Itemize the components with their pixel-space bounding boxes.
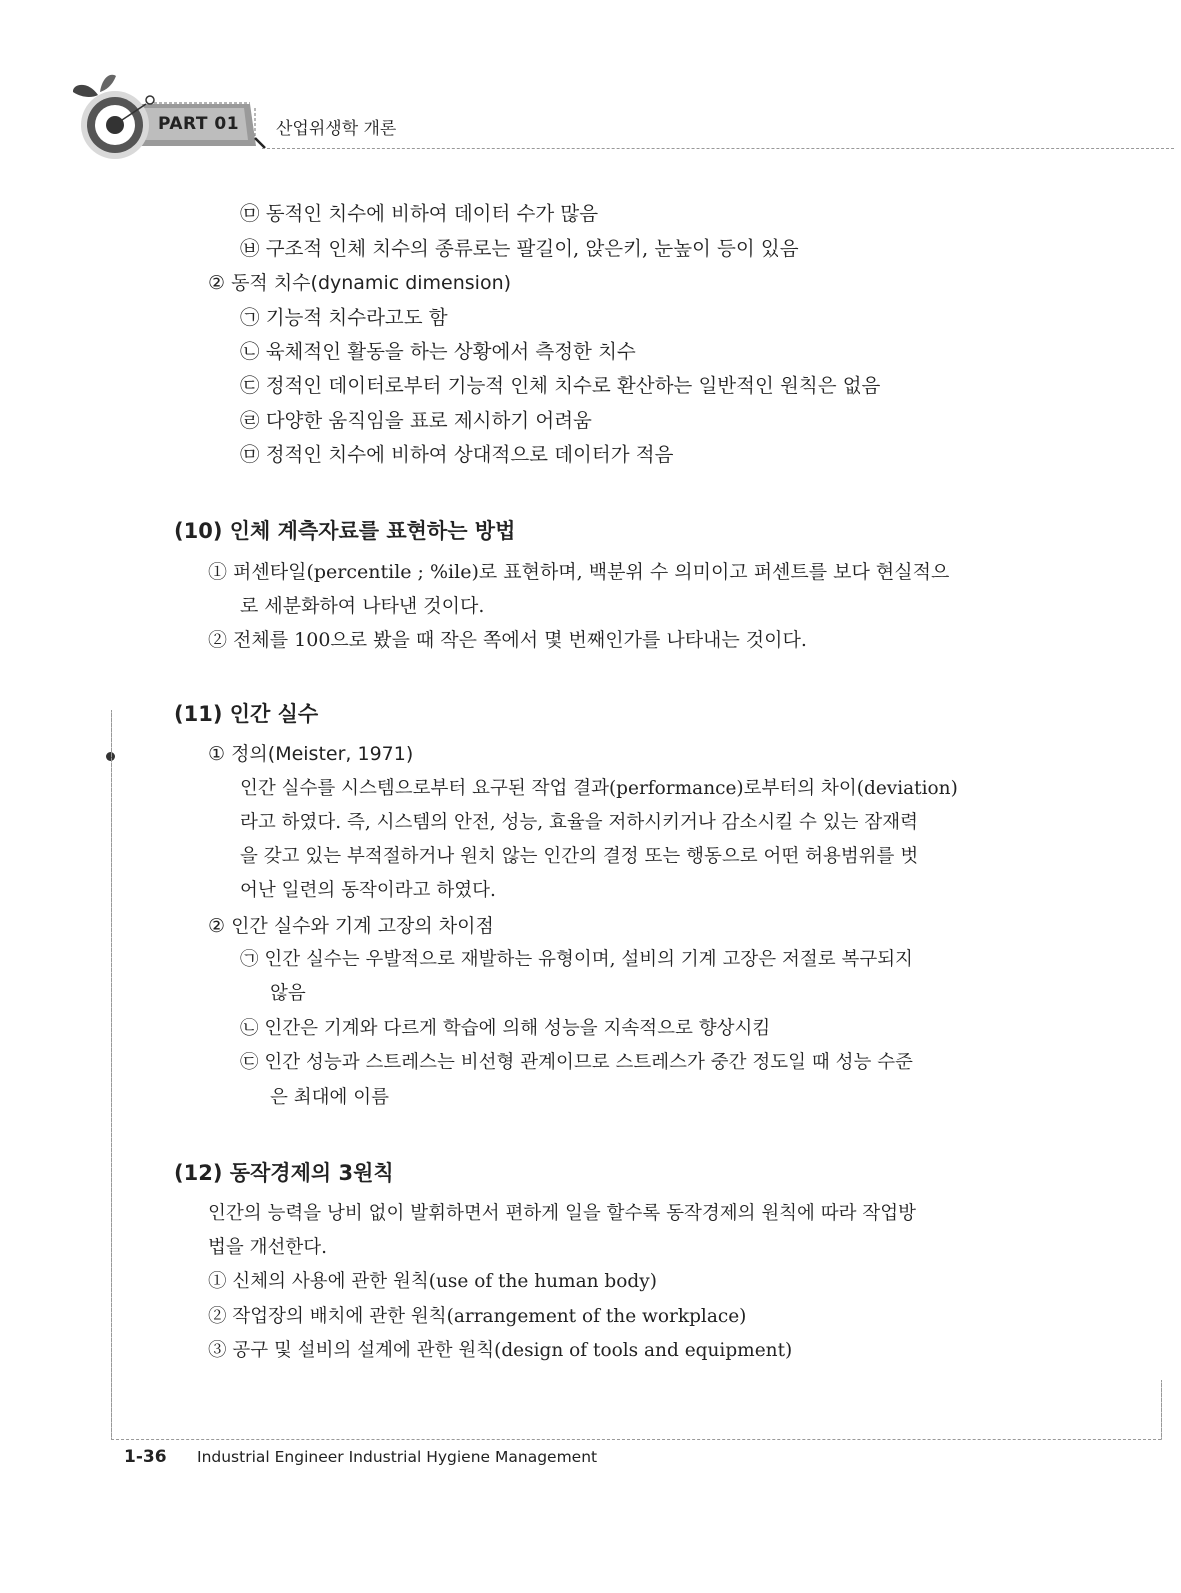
list-item: ③ 공구 및 설비의 설계에 관한 원칙(design of tools and equipment) (208, 1340, 793, 1361)
list-item: ㉡ 인간은 기계와 다르게 학습에 의해 성능을 지속적으로 향상시킴 (240, 1018, 771, 1039)
paragraph-line: 을 갖고 있는 부적절하거나 원치 않는 인간의 결정 또는 행동으로 어떤 허용범위를 벗 (240, 846, 919, 867)
section-heading: (11) 인간 실수 (174, 702, 319, 726)
list-item: ② 인간 실수와 기계 고장의 차이점 (208, 915, 494, 937)
chapter-title: 산업위생학 개론 (276, 119, 397, 139)
paragraph-line: 어난 일련의 동작이라고 하였다. (240, 880, 496, 901)
paragraph-line: 인간의 능력을 낭비 없이 발휘하면서 편하게 일을 할수록 동작경제의 원칙에 따라 작업방 (208, 1203, 917, 1224)
book-title: Industrial Engineer Industrial Hygiene Management (197, 1448, 598, 1466)
bottom-frame-line (111, 1439, 1161, 1440)
list-item: ㉠ 기능적 치수라고도 함 (240, 306, 448, 329)
paragraph-line: 법을 개선한다. (208, 1237, 327, 1258)
section-heading: (12) 동작경제의 3원칙 (174, 1161, 394, 1185)
list-item: ㉤ 동적인 치수에 비하여 데이터 수가 많음 (240, 202, 599, 225)
list-item: ② 전체를 100으로 봤을 때 작은 쪽에서 몇 번째인가를 나타내는 것이다. (208, 629, 807, 651)
list-item: ① 퍼센타일(percentile ; %ile)로 표현하며, 백분위 수 의미이고 퍼센트를 보다 현실적으 (208, 561, 950, 583)
list-item: ② 작업장의 배치에 관한 원칙(arrangement of the workplace) (208, 1306, 747, 1327)
paragraph-line: 라고 하였다. 즉, 시스템의 안전, 성능, 효율을 저하시키거나 감소시킬 수 있는 잠재력 (240, 812, 918, 833)
list-item: ㉢ 정적인 데이터로부터 기능적 인체 치수로 환산하는 일반적인 원칙은 없음 (240, 374, 881, 397)
paragraph-line: 인간 실수를 시스템으로부터 요구된 작업 결과(performance)로부터의 차이(deviation) (240, 778, 958, 799)
section-heading: (10) 인체 계측자료를 표현하는 방법 (174, 519, 516, 543)
list-item: ㉤ 정적인 치수에 비하여 상대적으로 데이터가 적음 (240, 443, 674, 466)
list-item: ② 동적 치수(dynamic dimension) (208, 272, 512, 294)
list-item: ㉠ 인간 실수는 우발적으로 재발하는 유형이며, 설비의 기계 고장은 저절로 복구되지 (240, 949, 913, 970)
list-item: 로 세분화하여 나타낸 것이다. (240, 595, 485, 617)
list-item: ① 신체의 사용에 관한 원칙(use of the human body) (208, 1271, 657, 1292)
list-item: ㉡ 육체적인 활동을 하는 상황에서 측정한 치수 (240, 340, 636, 363)
page-number: 1-36 (124, 1447, 167, 1467)
right-frame-line (1161, 1380, 1162, 1440)
part-label: PART 01 (158, 114, 240, 134)
list-item: ㉣ 다양한 움직임을 표로 제시하기 어려움 (240, 409, 592, 432)
left-margin-line (111, 710, 112, 1440)
list-item: ㉥ 구조적 인체 치수의 종류로는 팔길이, 앉은키, 눈높이 등이 있음 (240, 237, 799, 260)
list-item-continued: 은 최대에 이름 (270, 1087, 389, 1108)
header-notch (252, 104, 268, 150)
header-divider (262, 148, 1174, 149)
list-item-continued: 않음 (270, 983, 306, 1004)
list-item: ① 정의(Meister, 1971) (208, 743, 414, 765)
list-item: ㉢ 인간 성능과 스트레스는 비선형 관계이므로 스트레스가 중간 정도일 때 성능 수준 (240, 1052, 913, 1073)
